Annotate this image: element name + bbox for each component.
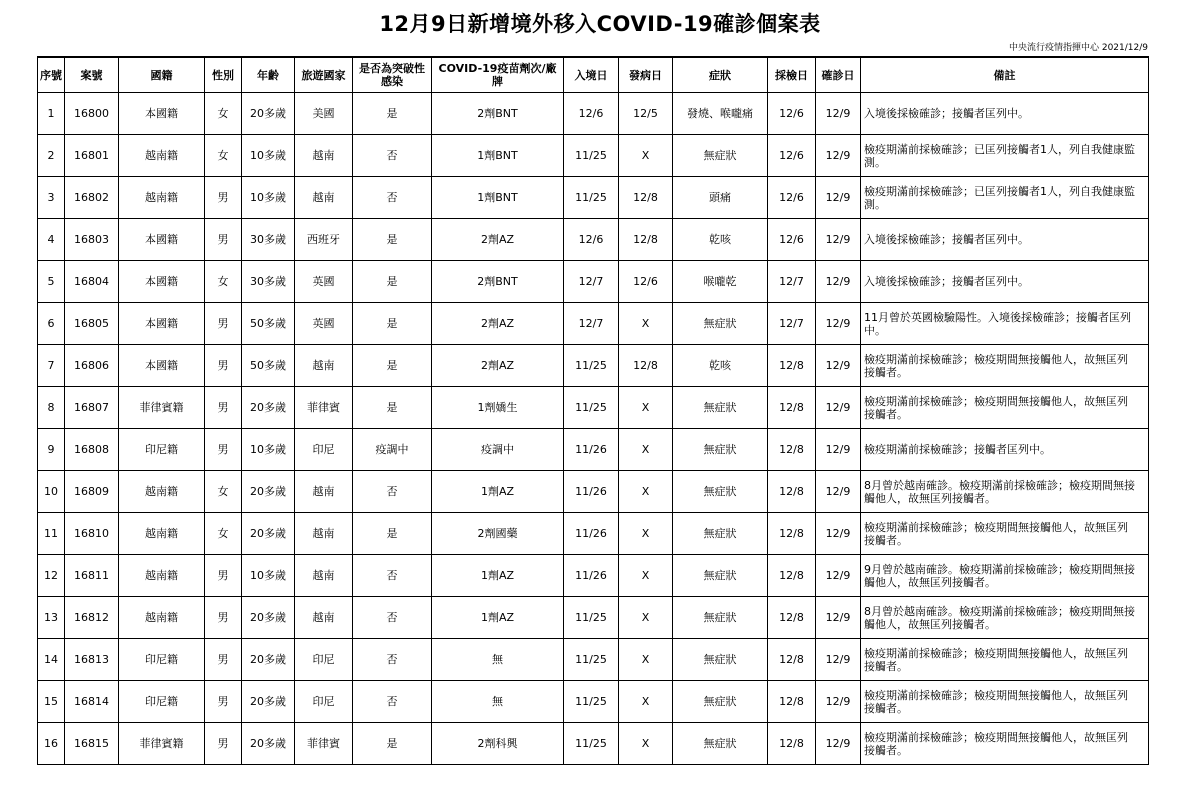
age-cell: 20多歲 xyxy=(242,639,295,681)
serial-cell: 9 xyxy=(38,429,65,471)
symptom-cell: 喉嚨乾 xyxy=(673,261,768,303)
vaccine-cell: 2劑科興 xyxy=(432,723,564,765)
note-cell: 8月曾於越南確診。檢疫期滿前採檢確診；檢疫期間無接觸他人，故無匡列接觸者。 xyxy=(861,471,1149,513)
serial-cell: 4 xyxy=(38,219,65,261)
vaccine-cell: 2劑AZ xyxy=(432,345,564,387)
age-cell: 20多歲 xyxy=(242,387,295,429)
note-cell: 檢疫期滿前採檢確診；檢疫期間無接觸他人，故無匡列接觸者。 xyxy=(861,723,1149,765)
note-cell: 檢疫期滿前採檢確診；檢疫期間無接觸他人，故無匡列接觸者。 xyxy=(861,681,1149,723)
column-header: 入境日 xyxy=(564,57,619,93)
case-number-cell: 16814 xyxy=(65,681,119,723)
case-number-cell: 16803 xyxy=(65,219,119,261)
serial-cell: 2 xyxy=(38,135,65,177)
table-row xyxy=(38,303,1149,345)
onset-date-cell: X xyxy=(619,639,673,681)
breakthrough-cell: 是 xyxy=(353,261,432,303)
sampling-date-cell: 12/8 xyxy=(768,681,816,723)
travel-country-cell: 菲律賓 xyxy=(295,723,353,765)
travel-country-cell: 菲律賓 xyxy=(295,387,353,429)
vaccine-cell: 1劑嬌生 xyxy=(432,387,564,429)
symptom-cell: 無症狀 xyxy=(673,387,768,429)
nationality-cell: 越南籍 xyxy=(119,555,205,597)
age-cell: 20多歲 xyxy=(242,513,295,555)
confirmed-date-cell: 12/9 xyxy=(816,387,861,429)
age-cell: 20多歲 xyxy=(242,597,295,639)
sampling-date-cell: 12/8 xyxy=(768,597,816,639)
breakthrough-cell: 否 xyxy=(353,639,432,681)
vaccine-cell: 1劑BNT xyxy=(432,177,564,219)
vaccine-cell: 1劑AZ xyxy=(432,597,564,639)
sex-cell: 男 xyxy=(205,345,242,387)
table-row xyxy=(38,387,1149,429)
entry-date-cell: 11/25 xyxy=(564,177,619,219)
entry-date-cell: 11/25 xyxy=(564,723,619,765)
confirmed-date-cell: 12/9 xyxy=(816,471,861,513)
table-row xyxy=(38,555,1149,597)
onset-date-cell: X xyxy=(619,681,673,723)
onset-date-cell: 12/8 xyxy=(619,177,673,219)
sampling-date-cell: 12/8 xyxy=(768,471,816,513)
symptom-cell: 無症狀 xyxy=(673,639,768,681)
case-number-cell: 16812 xyxy=(65,597,119,639)
age-cell: 20多歲 xyxy=(242,723,295,765)
breakthrough-cell: 否 xyxy=(353,681,432,723)
case-number-cell: 16813 xyxy=(65,639,119,681)
confirmed-date-cell: 12/9 xyxy=(816,513,861,555)
sex-cell: 男 xyxy=(205,639,242,681)
travel-country-cell: 印尼 xyxy=(295,639,353,681)
sampling-date-cell: 12/6 xyxy=(768,93,816,135)
sex-cell: 男 xyxy=(205,597,242,639)
entry-date-cell: 11/25 xyxy=(564,597,619,639)
note-cell: 檢疫期滿前採檢確診；檢疫期間無接觸他人，故無匡列接觸者。 xyxy=(861,387,1149,429)
travel-country-cell: 西班牙 xyxy=(295,219,353,261)
confirmed-date-cell: 12/9 xyxy=(816,345,861,387)
table-row xyxy=(38,471,1149,513)
vaccine-cell: 2劑AZ xyxy=(432,219,564,261)
symptom-cell: 乾咳 xyxy=(673,345,768,387)
nationality-cell: 本國籍 xyxy=(119,345,205,387)
sampling-date-cell: 12/6 xyxy=(768,177,816,219)
onset-date-cell: X xyxy=(619,429,673,471)
sex-cell: 男 xyxy=(205,555,242,597)
case-number-cell: 16802 xyxy=(65,177,119,219)
entry-date-cell: 11/25 xyxy=(564,345,619,387)
travel-country-cell: 越南 xyxy=(295,597,353,639)
vaccine-cell: 2劑國藥 xyxy=(432,513,564,555)
table-body xyxy=(38,93,1149,765)
sex-cell: 男 xyxy=(205,177,242,219)
sex-cell: 女 xyxy=(205,93,242,135)
column-header: 是否為突破性感染 xyxy=(353,57,432,93)
breakthrough-cell: 是 xyxy=(353,303,432,345)
serial-cell: 10 xyxy=(38,471,65,513)
symptom-cell: 無症狀 xyxy=(673,597,768,639)
sampling-date-cell: 12/8 xyxy=(768,513,816,555)
onset-date-cell: X xyxy=(619,471,673,513)
onset-date-cell: X xyxy=(619,513,673,555)
travel-country-cell: 越南 xyxy=(295,345,353,387)
nationality-cell: 本國籍 xyxy=(119,261,205,303)
case-number-cell: 16811 xyxy=(65,555,119,597)
breakthrough-cell: 是 xyxy=(353,219,432,261)
entry-date-cell: 11/25 xyxy=(564,387,619,429)
vaccine-cell: 2劑BNT xyxy=(432,93,564,135)
note-cell: 檢疫期滿前採檢確診；檢疫期間無接觸他人，故無匡列接觸者。 xyxy=(861,345,1149,387)
sampling-date-cell: 12/8 xyxy=(768,555,816,597)
nationality-cell: 本國籍 xyxy=(119,219,205,261)
age-cell: 10多歲 xyxy=(242,555,295,597)
vaccine-cell: 2劑BNT xyxy=(432,261,564,303)
vaccine-cell: 1劑BNT xyxy=(432,135,564,177)
age-cell: 10多歲 xyxy=(242,177,295,219)
serial-cell: 7 xyxy=(38,345,65,387)
entry-date-cell: 11/26 xyxy=(564,513,619,555)
note-cell: 9月曾於越南確診。檢疫期滿前採檢確診；檢疫期間無接觸他人，故無匡列接觸者。 xyxy=(861,555,1149,597)
note-cell: 檢疫期滿前採檢確診；檢疫期間無接觸他人，故無匡列接觸者。 xyxy=(861,639,1149,681)
onset-date-cell: X xyxy=(619,303,673,345)
age-cell: 20多歲 xyxy=(242,93,295,135)
nationality-cell: 菲律賓籍 xyxy=(119,723,205,765)
case-number-cell: 16806 xyxy=(65,345,119,387)
table-row xyxy=(38,681,1149,723)
travel-country-cell: 越南 xyxy=(295,471,353,513)
table-row xyxy=(38,219,1149,261)
sampling-date-cell: 12/8 xyxy=(768,345,816,387)
travel-country-cell: 印尼 xyxy=(295,429,353,471)
entry-date-cell: 11/26 xyxy=(564,429,619,471)
case-number-cell: 16800 xyxy=(65,93,119,135)
age-cell: 20多歲 xyxy=(242,681,295,723)
column-header: 症狀 xyxy=(673,57,768,93)
symptom-cell: 無症狀 xyxy=(673,555,768,597)
serial-cell: 6 xyxy=(38,303,65,345)
column-header: 年齡 xyxy=(242,57,295,93)
entry-date-cell: 12/7 xyxy=(564,261,619,303)
sampling-date-cell: 12/6 xyxy=(768,219,816,261)
note-cell: 入境後採檢確診；接觸者匡列中。 xyxy=(861,93,1149,135)
column-header: 採檢日 xyxy=(768,57,816,93)
sampling-date-cell: 12/8 xyxy=(768,387,816,429)
case-number-cell: 16808 xyxy=(65,429,119,471)
onset-date-cell: X xyxy=(619,597,673,639)
sex-cell: 男 xyxy=(205,219,242,261)
confirmed-date-cell: 12/9 xyxy=(816,135,861,177)
table-row xyxy=(38,513,1149,555)
nationality-cell: 越南籍 xyxy=(119,597,205,639)
sex-cell: 女 xyxy=(205,471,242,513)
table-row xyxy=(38,597,1149,639)
note-cell: 入境後採檢確診；接觸者匡列中。 xyxy=(861,261,1149,303)
serial-cell: 12 xyxy=(38,555,65,597)
sampling-date-cell: 12/7 xyxy=(768,303,816,345)
symptom-cell: 無症狀 xyxy=(673,303,768,345)
nationality-cell: 菲律賓籍 xyxy=(119,387,205,429)
symptom-cell: 乾咳 xyxy=(673,219,768,261)
onset-date-cell: X xyxy=(619,387,673,429)
note-cell: 檢疫期滿前採檢確診；接觸者匡列中。 xyxy=(861,429,1149,471)
onset-date-cell: X xyxy=(619,135,673,177)
serial-cell: 11 xyxy=(38,513,65,555)
age-cell: 50多歲 xyxy=(242,303,295,345)
entry-date-cell: 11/25 xyxy=(564,639,619,681)
column-header: COVID-19疫苗劑次/廠牌 xyxy=(432,57,564,93)
entry-date-cell: 11/26 xyxy=(564,555,619,597)
sex-cell: 男 xyxy=(205,723,242,765)
column-header: 確診日 xyxy=(816,57,861,93)
entry-date-cell: 11/25 xyxy=(564,135,619,177)
breakthrough-cell: 否 xyxy=(353,135,432,177)
travel-country-cell: 英國 xyxy=(295,261,353,303)
breakthrough-cell: 是 xyxy=(353,93,432,135)
travel-country-cell: 越南 xyxy=(295,513,353,555)
table-row xyxy=(38,261,1149,303)
nationality-cell: 本國籍 xyxy=(119,303,205,345)
table-row xyxy=(38,723,1149,765)
case-number-cell: 16807 xyxy=(65,387,119,429)
column-header: 備註 xyxy=(861,57,1149,93)
breakthrough-cell: 否 xyxy=(353,597,432,639)
sampling-date-cell: 12/8 xyxy=(768,723,816,765)
travel-country-cell: 越南 xyxy=(295,555,353,597)
page-title: 12月9日新增境外移入COVID-19確診個案表 xyxy=(379,12,821,36)
table-header-row xyxy=(38,57,1149,93)
entry-date-cell: 11/26 xyxy=(564,471,619,513)
sex-cell: 男 xyxy=(205,303,242,345)
age-cell: 10多歲 xyxy=(242,429,295,471)
nationality-cell: 越南籍 xyxy=(119,471,205,513)
confirmed-date-cell: 12/9 xyxy=(816,219,861,261)
serial-cell: 3 xyxy=(38,177,65,219)
entry-date-cell: 12/6 xyxy=(564,93,619,135)
breakthrough-cell: 疫調中 xyxy=(353,429,432,471)
symptom-cell: 無症狀 xyxy=(673,681,768,723)
sex-cell: 男 xyxy=(205,387,242,429)
travel-country-cell: 英國 xyxy=(295,303,353,345)
table-row xyxy=(38,639,1149,681)
nationality-cell: 印尼籍 xyxy=(119,429,205,471)
column-header: 案號 xyxy=(65,57,119,93)
note-cell: 檢疫期滿前採檢確診；已匡列接觸者1人，列自我健康監測。 xyxy=(861,177,1149,219)
note-cell: 檢疫期滿前採檢確診；檢疫期間無接觸他人，故無匡列接觸者。 xyxy=(861,513,1149,555)
serial-cell: 14 xyxy=(38,639,65,681)
entry-date-cell: 12/7 xyxy=(564,303,619,345)
breakthrough-cell: 否 xyxy=(353,471,432,513)
table-row xyxy=(38,93,1149,135)
case-number-cell: 16804 xyxy=(65,261,119,303)
case-number-cell: 16809 xyxy=(65,471,119,513)
confirmed-date-cell: 12/9 xyxy=(816,429,861,471)
sex-cell: 女 xyxy=(205,513,242,555)
sampling-date-cell: 12/6 xyxy=(768,135,816,177)
sex-cell: 男 xyxy=(205,681,242,723)
table-row xyxy=(38,177,1149,219)
nationality-cell: 本國籍 xyxy=(119,93,205,135)
symptom-cell: 無症狀 xyxy=(673,135,768,177)
symptom-cell: 頭痛 xyxy=(673,177,768,219)
vaccine-cell: 無 xyxy=(432,681,564,723)
onset-date-cell: X xyxy=(619,723,673,765)
sex-cell: 女 xyxy=(205,261,242,303)
table-row xyxy=(38,345,1149,387)
breakthrough-cell: 是 xyxy=(353,723,432,765)
note-cell: 入境後採檢確診；接觸者匡列中。 xyxy=(861,219,1149,261)
age-cell: 30多歲 xyxy=(242,261,295,303)
column-header: 序號 xyxy=(38,57,65,93)
serial-cell: 5 xyxy=(38,261,65,303)
entry-date-cell: 11/25 xyxy=(564,681,619,723)
confirmed-date-cell: 12/9 xyxy=(816,639,861,681)
serial-cell: 15 xyxy=(38,681,65,723)
nationality-cell: 印尼籍 xyxy=(119,639,205,681)
serial-cell: 13 xyxy=(38,597,65,639)
age-cell: 50多歲 xyxy=(242,345,295,387)
age-cell: 10多歲 xyxy=(242,135,295,177)
column-header: 性別 xyxy=(205,57,242,93)
confirmed-date-cell: 12/9 xyxy=(816,177,861,219)
vaccine-cell: 1劑AZ xyxy=(432,471,564,513)
breakthrough-cell: 是 xyxy=(353,513,432,555)
column-header: 國籍 xyxy=(119,57,205,93)
table-row xyxy=(38,135,1149,177)
symptom-cell: 發燒、喉嚨痛 xyxy=(673,93,768,135)
breakthrough-cell: 是 xyxy=(353,345,432,387)
symptom-cell: 無症狀 xyxy=(673,723,768,765)
onset-date-cell: 12/8 xyxy=(619,219,673,261)
sex-cell: 女 xyxy=(205,135,242,177)
vaccine-cell: 無 xyxy=(432,639,564,681)
breakthrough-cell: 否 xyxy=(353,555,432,597)
case-table xyxy=(37,56,1149,765)
serial-cell: 1 xyxy=(38,93,65,135)
note-cell: 檢疫期滿前採檢確診；已匡列接觸者1人，列自我健康監測。 xyxy=(861,135,1149,177)
sampling-date-cell: 12/7 xyxy=(768,261,816,303)
onset-date-cell: 12/6 xyxy=(619,261,673,303)
travel-country-cell: 美國 xyxy=(295,93,353,135)
source-date: 中央流行疫情指揮中心 2021/12/9 xyxy=(1008,43,1148,53)
vaccine-cell: 1劑AZ xyxy=(432,555,564,597)
travel-country-cell: 越南 xyxy=(295,135,353,177)
column-header: 旅遊國家 xyxy=(295,57,353,93)
table-row xyxy=(38,429,1149,471)
nationality-cell: 越南籍 xyxy=(119,177,205,219)
breakthrough-cell: 是 xyxy=(353,387,432,429)
sampling-date-cell: 12/8 xyxy=(768,639,816,681)
serial-cell: 16 xyxy=(38,723,65,765)
vaccine-cell: 疫調中 xyxy=(432,429,564,471)
symptom-cell: 無症狀 xyxy=(673,471,768,513)
case-number-cell: 16805 xyxy=(65,303,119,345)
symptom-cell: 無症狀 xyxy=(673,513,768,555)
column-header: 發病日 xyxy=(619,57,673,93)
onset-date-cell: 12/8 xyxy=(619,345,673,387)
nationality-cell: 越南籍 xyxy=(119,135,205,177)
confirmed-date-cell: 12/9 xyxy=(816,93,861,135)
serial-cell: 8 xyxy=(38,387,65,429)
age-cell: 20多歲 xyxy=(242,471,295,513)
note-cell: 11月曾於英國檢驗陽性。入境後採檢確診；接觸者匡列中。 xyxy=(861,303,1149,345)
symptom-cell: 無症狀 xyxy=(673,429,768,471)
case-number-cell: 16801 xyxy=(65,135,119,177)
case-number-cell: 16815 xyxy=(65,723,119,765)
note-cell: 8月曾於越南確診。檢疫期滿前採檢確診；檢疫期間無接觸他人，故無匡列接觸者。 xyxy=(861,597,1149,639)
case-number-cell: 16810 xyxy=(65,513,119,555)
travel-country-cell: 越南 xyxy=(295,177,353,219)
breakthrough-cell: 否 xyxy=(353,177,432,219)
onset-date-cell: 12/5 xyxy=(619,93,673,135)
onset-date-cell: X xyxy=(619,555,673,597)
confirmed-date-cell: 12/9 xyxy=(816,723,861,765)
age-cell: 30多歲 xyxy=(242,219,295,261)
nationality-cell: 印尼籍 xyxy=(119,681,205,723)
confirmed-date-cell: 12/9 xyxy=(816,555,861,597)
travel-country-cell: 印尼 xyxy=(295,681,353,723)
vaccine-cell: 2劑AZ xyxy=(432,303,564,345)
confirmed-date-cell: 12/9 xyxy=(816,681,861,723)
sampling-date-cell: 12/8 xyxy=(768,429,816,471)
confirmed-date-cell: 12/9 xyxy=(816,261,861,303)
confirmed-date-cell: 12/9 xyxy=(816,597,861,639)
confirmed-date-cell: 12/9 xyxy=(816,303,861,345)
entry-date-cell: 12/6 xyxy=(564,219,619,261)
sex-cell: 男 xyxy=(205,429,242,471)
nationality-cell: 越南籍 xyxy=(119,513,205,555)
